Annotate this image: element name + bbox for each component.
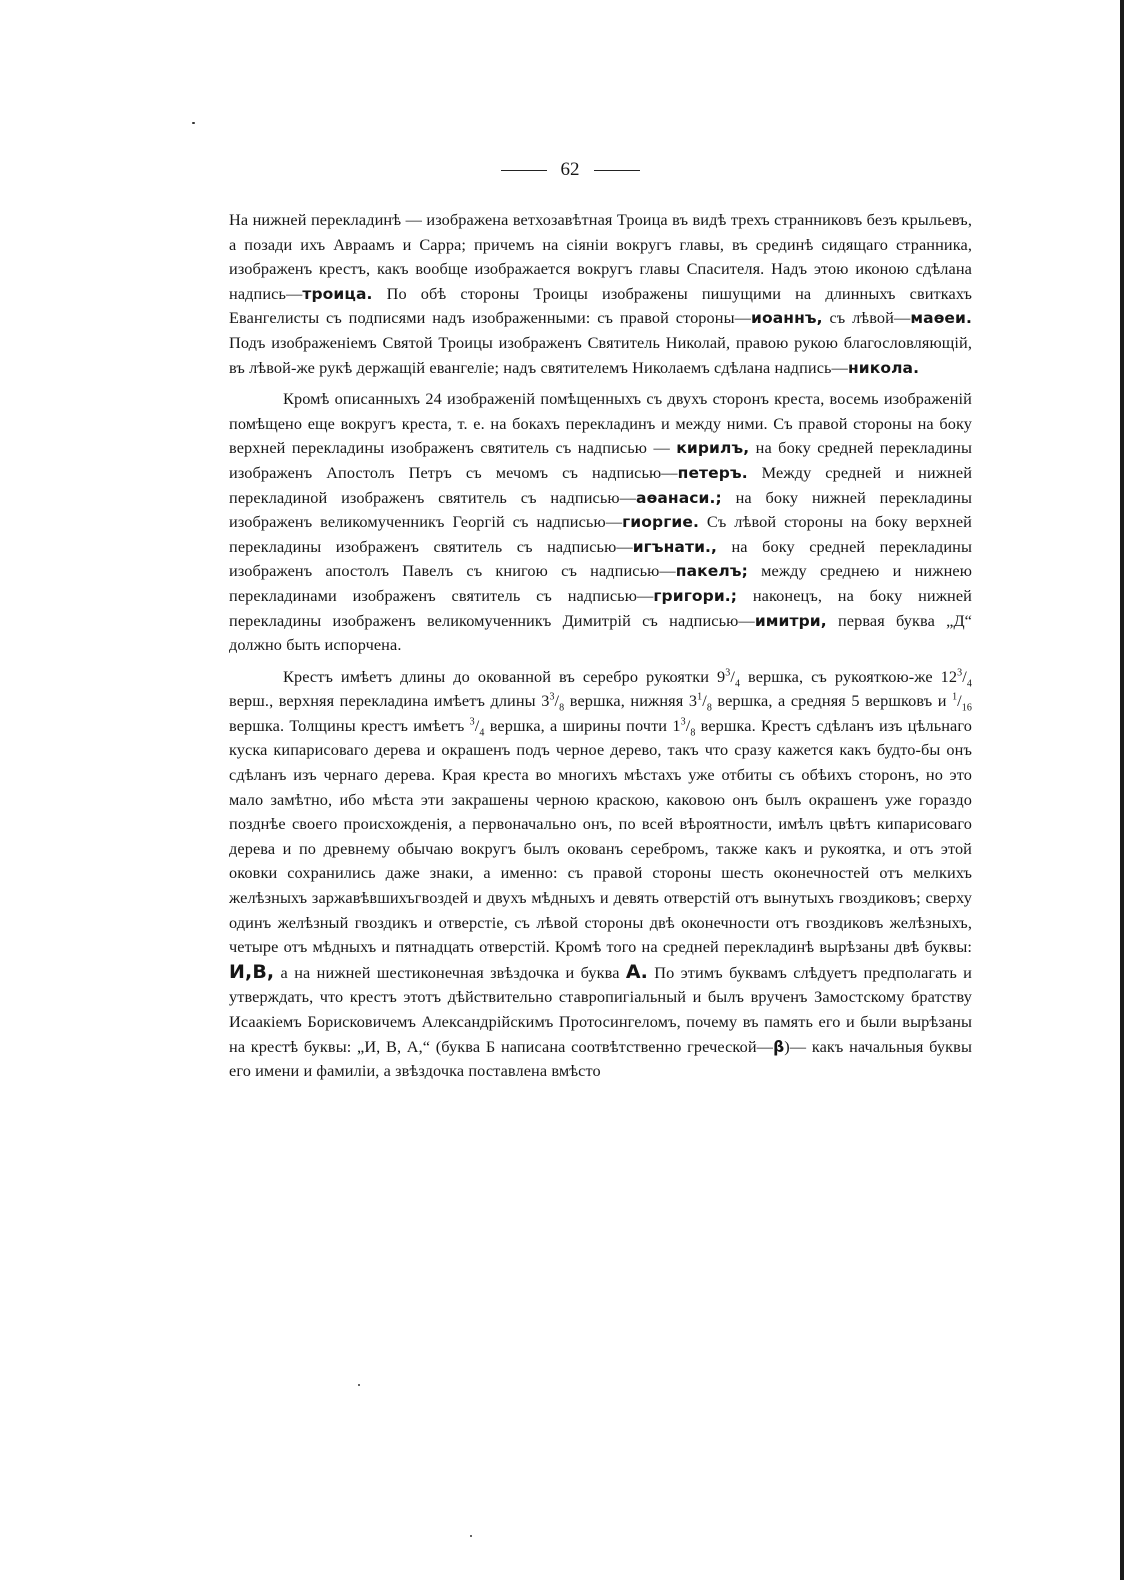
- text-run: Между средней и нижней перекладиной изображенъ святитель съ надписью—: [229, 462, 973, 507]
- church-slavonic-inscription: кирилъ,: [676, 439, 750, 458]
- church-slavonic-inscription: маѳеи.: [910, 309, 972, 328]
- text-run: первая буква „Д“ должно быть испорчена.: [229, 610, 972, 655]
- text-run: По обѣ стороны Троицы изображены пишущими на длинныхъ свиткахъ Евангелисты съ подписями надъ изображенными: съ правой стороны—: [229, 283, 972, 328]
- church-slavonic-inscription: никола.: [847, 358, 920, 377]
- fraction-numerator: 3: [957, 667, 963, 679]
- page-header: [0, 158, 1140, 182]
- text-run: верш., верхняя перекладина имѣетъ длины 3: [229, 691, 550, 711]
- fraction-denominator: 8: [706, 702, 712, 714]
- church-slavonic-inscription: григори.;: [653, 586, 738, 605]
- text-run: Подъ изображеніемъ Святой Троицы изображенъ Святитель Николай, правою рукою благословляющій, въ лѣвой-же рукѣ держащій евангеліе; надъ святителемъ Николаемъ сдѣлана надпись—: [229, 332, 972, 377]
- scan-border-line: [1120, 0, 1124, 1580]
- text-run: вершка, а ширины почти 1: [484, 715, 681, 735]
- church-slavonic-inscription: игънати.,: [632, 537, 718, 556]
- text-run: на боку средней перекладины изображенъ апостолъ Павелъ съ книгою съ надписью—: [229, 536, 972, 581]
- text-run: )— какъ начальныя буквы его имени и фамиліи, а звѣздочка поставлена вмѣсто: [229, 1036, 972, 1081]
- text-run: вершка, нижняя 3: [564, 691, 698, 711]
- text-run: вершка. Крестъ сдѣланъ изъ цѣльнаго куска кипарисоваго дерева и окрашенъ подъ черное дерево, такъ что сразу кажется какъ будто-бы онъ сдѣланъ изъ чернаго дерева. Края креста во многихъ мѣстахъ уже отбиты съ обѣихъ сторонъ, но это мало замѣтно, ибо мѣста эти закрашены черною краскою, каковою онъ былъ окрашенъ уже гораздо позднѣе своего происхожденія, а первоначально онъ, по всей вѣроятности, имѣлъ цвѣтъ кипарисоваго дерева и по древнему обычаю вокругъ былъ окованъ серебромъ, также какъ и рукоятка, и отъ этой оковки сохранились даже знаки, а именно: съ правой стороны шесть оконечностей отъ мелкихъ желѣзныхъ заржавѣвшихъгвоздей и двухъ мѣдныхъ и девять отверстій отъ вынутыхъ гвоздиковъ; сверху одинъ желѣзный гвоздикъ и отверстіе, съ лѣвой стороны двѣ оконечности отъ гвоздиковъ желѣзныхъ, четыре отъ мѣдныхъ и пятнадцать отверстій. Кромѣ того на средней перекладинѣ вырѣзаны двѣ буквы:: [229, 715, 972, 957]
- text-run: По этимъ буквамъ слѣдуетъ предполагать и утверждать, что крестъ этотъ дѣйствительно ставропигіальный и былъ врученъ Замостскому братству Исаакіемъ Борисковичемъ Александрійскимъ Протосингеломъ, почему въ память его и были вырѣзаны на крестѣ буквы: „И, В, А,“ (буква Б написана соотвѣтственно греческой—: [229, 962, 972, 1056]
- fraction-numerator: 1: [952, 691, 958, 703]
- text-run: съ лѣвой—: [822, 308, 911, 328]
- fraction-numerator: 3: [549, 691, 555, 703]
- header-rule-right: [594, 170, 640, 171]
- body-text: [229, 208, 972, 1091]
- scan-speck: [470, 1535, 472, 1537]
- text-run: на боку нижней перекладины изображенъ великомученникъ Георгій съ надписью—: [229, 487, 972, 532]
- carved-letters: И,В,: [229, 960, 275, 983]
- fraction-denominator: 4: [966, 677, 972, 689]
- fraction-denominator: 16: [961, 702, 972, 714]
- fraction-numerator: 3: [725, 667, 731, 679]
- text-run: вершка, съ рукояткою-же 12: [740, 666, 958, 686]
- fraction-numerator: 1: [697, 691, 703, 703]
- carved-letter: А.: [625, 960, 648, 983]
- church-slavonic-inscription: пакелъ;: [675, 562, 748, 581]
- text-run: вершка, а средняя 5 вершковъ и: [711, 691, 953, 711]
- text-run: наконецъ, на боку нижней перекладины изображенъ великомученникъ Димитрій съ надписью—: [229, 585, 972, 630]
- header-rule-left: [501, 170, 547, 171]
- paragraph-1: [229, 208, 972, 380]
- text-run: Съ лѣвой стороны на боку верхней перекладины изображенъ святитель съ надписью—: [229, 512, 972, 556]
- church-slavonic-inscription: петеръ.: [677, 463, 748, 482]
- paragraph-3: Крестъ имѣетъ длины до окованной въ серебро рукоятки $9^3/_4$ вершка, съ рукояткою-же $12^3/_4$ верш., верхняя перекладина имѣетъ длины $3^3/_8$ вершка, нижняя $3^1/_8$ вершка, а средняя 5 вершковъ и $^1/_{16}$ вершка. Толщины крестъ имѣетъ $^3/_4$ вершка, а ширины почти $1^3/_8$ вершка. Крестъ сдѣланъ изъ цѣльнаго куска кипарисоваго дерева и окрашенъ подъ черное дерево, такъ что сразу кажется какъ будто-бы онъ сдѣланъ изъ чернаго дерева. Края креста во многихъ мѣстахъ уже отбиты съ обѣихъ сторонъ, но это мало замѣтно, ибо мѣста эти закрашены черною краскою, каковою онъ былъ окрашенъ уже гораздо позднѣе своего происхожденія, а первоначально онъ, по всей вѣроятности, имѣлъ цвѣтъ кипарисоваго дерева и по древнему обычаю вокругъ былъ окованъ серебромъ, также какъ и рукоятка, и отъ этой оковки сохранились даже знаки, а именно: съ правой стороны шесть оконечностей отъ мелкихъ желѣзныхъ заржавѣвшихъгвоздей и двухъ мѣдныхъ и девять отверстій отъ вынутыхъ гвоздиковъ; сверху одинъ желѣзный гвоздикъ и отверстіе, съ лѣвой стороны двѣ оконечности отъ гвоздиковъ желѣзныхъ, четыре отъ мѣдныхъ и пятнадцать отверстій. Кромѣ того на средней перекладинѣ вырѣзаны двѣ буквы: И,В, а на нижней шестиконечная звѣздочка и буква А. По этимъ буквамъ слѣдуетъ предполагать и утверждать, что крестъ этотъ дѣйствительно ставропигіальный и былъ врученъ Замостскому братству Исаакіемъ Борисковичемъ Александрійскимъ Протосингеломъ, почему въ память его и были вырѣзаны на крестѣ буквы: „И, В, А,“ (буква Б написана соотвѣтственно греческой—β)— какъ начальныя буквы его имени и фамиліи, а звѣздочка поставлена вмѣсто: [229, 666, 972, 1081]
- text-run: вершка. Толщины крестъ имѣетъ: [229, 715, 470, 735]
- text-run: а на нижней шестиконечная звѣздочка и буква: [274, 962, 626, 982]
- fraction-denominator: 8: [559, 702, 565, 714]
- greek-letter: β: [773, 1037, 785, 1056]
- page-number: 62: [560, 159, 580, 180]
- fraction-denominator: 8: [690, 727, 696, 739]
- paragraph-2: [229, 387, 972, 658]
- text-run: На нижней перекладинѣ — изображена ветхозавѣтная Троица въ видѣ трехъ странниковъ безъ крыльевъ, а позади ихъ Авраамъ и Сарра; причемъ на сіяніи вокругъ главы, въ срединѣ сидящаго странника, изображенъ крестъ, какъ вообще изображается вокругъ главы Спасителя. Надъ этою иконою сдѣлана надпись—: [229, 210, 972, 303]
- church-slavonic-inscription: гиоргие.: [622, 513, 699, 532]
- church-slavonic-inscription: аѳанаси.;: [636, 488, 722, 507]
- fraction-denominator: 4: [734, 677, 741, 689]
- fraction-numerator: 3: [469, 716, 475, 728]
- church-slavonic-inscription: троица.: [302, 284, 373, 303]
- text-run: на боку средней перекладины изображенъ Апостолъ Петръ съ мечомъ съ надписью—: [229, 438, 973, 482]
- fraction-denominator: 4: [479, 727, 485, 739]
- fraction-numerator: 3: [680, 716, 686, 728]
- scan-speck: [192, 122, 195, 124]
- text-run: между среднею и нижнею перекладинами изображенъ святитель съ надписью—: [229, 561, 972, 605]
- church-slavonic-inscription: имитри,: [754, 611, 827, 630]
- church-slavonic-inscription: иоаннъ,: [751, 309, 823, 328]
- text-run: Кромѣ описанныхъ 24 изображеній помѣщенныхъ съ двухъ сторонъ креста, восемь изображеній помѣщено еще вокругъ креста, т. е. на бокахъ перекладинъ и между ними. Съ правой стороны на боку верхней перекладины изображенъ святитель съ надписью —: [229, 389, 972, 458]
- scan-speck: [358, 1384, 360, 1386]
- text-run: Крестъ имѣетъ длины до окованной въ серебро рукоятки 9: [283, 666, 726, 686]
